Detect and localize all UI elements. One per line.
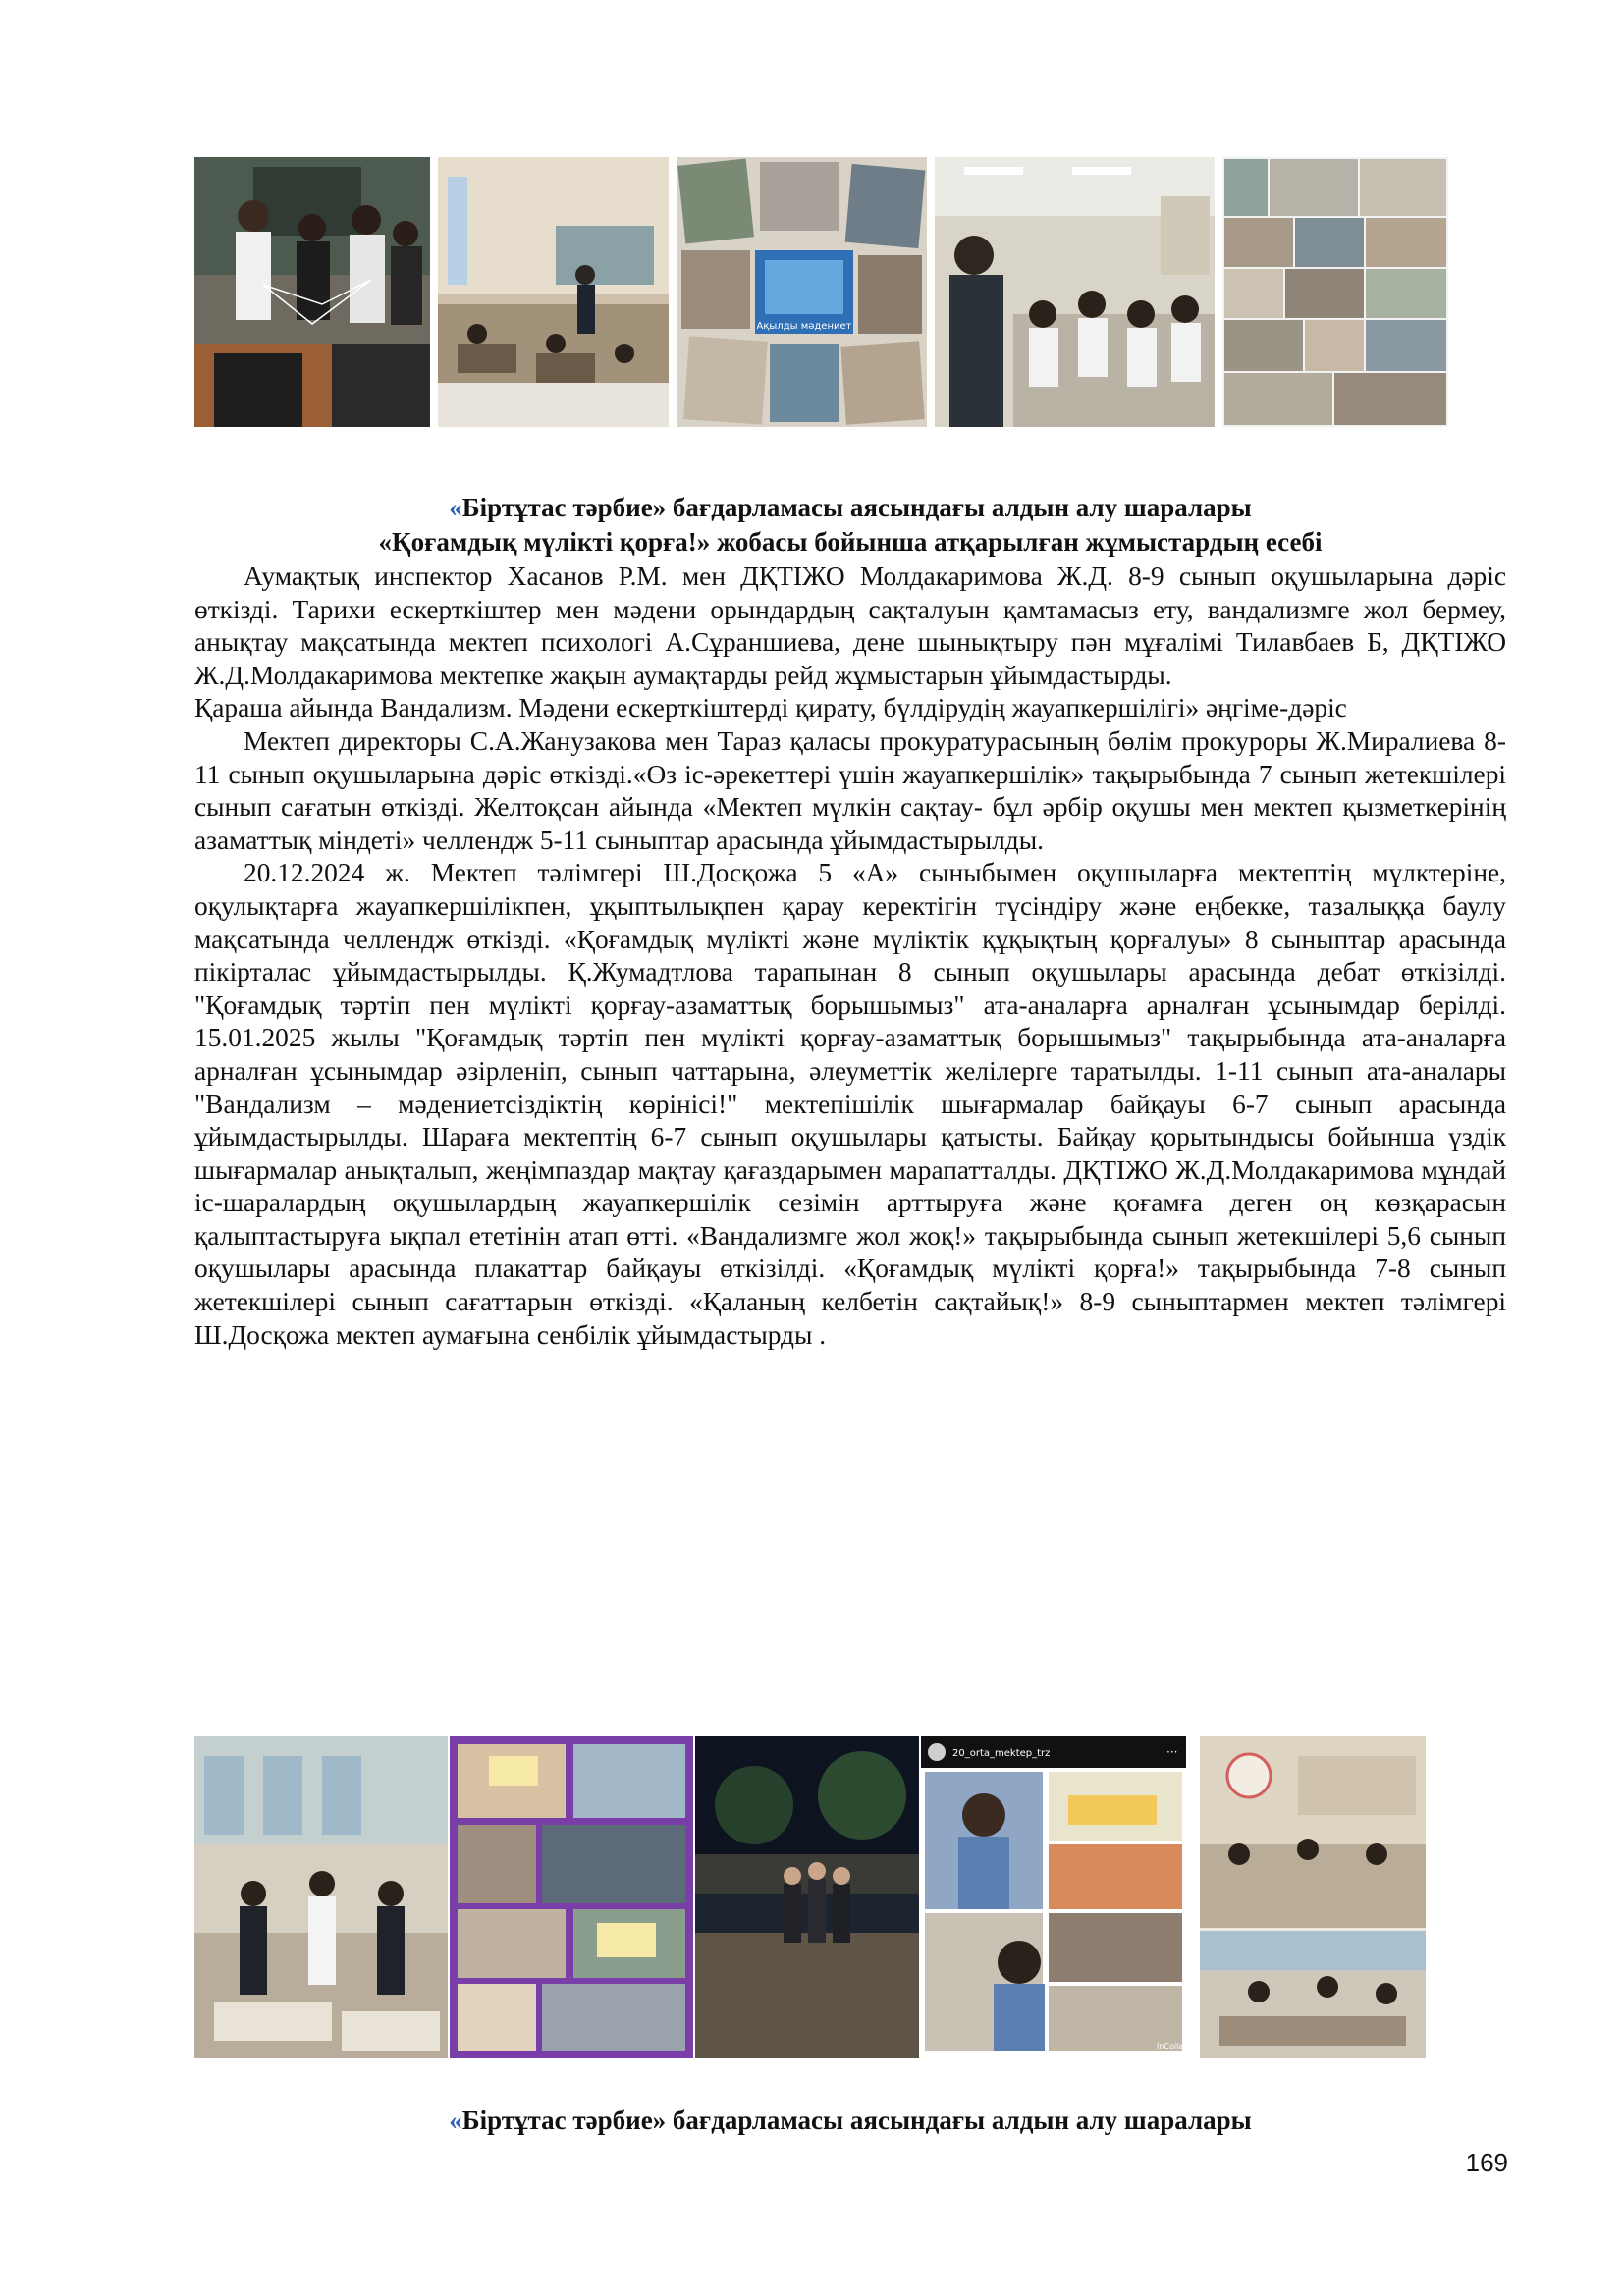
presentation-collage-photo (450, 1736, 693, 2058)
classroom-desks-collage-photo (1200, 1736, 1426, 2058)
bottom-photo-row (194, 1736, 1426, 2058)
culture-collage-photo (677, 157, 927, 427)
inspector-classroom-photo (935, 157, 1215, 427)
paragraph-1: Аумақтық инспектор Хасанов Р.М. мен ДҚТІЖО Молдакаримова Ж.Д. 8-9 сынып оқушыларына дәріс өткізді. Тарихи ескерткіштер мен мәдени орындардың сақталуын қамтамасыз ету, вандализмге жол бермеу, анықтау мақсатында мектеп психологі А.Сұраншиева, дене шынықтыру пән мұғалімі Тилавбаев Б, ДҚТІЖО Ж.Д.Молдакаримова мектепке жақын аумақтарды рейд жұмыстарын ұйымдастырды. (194, 561, 1506, 690)
paragraph-3: Мектеп директоры С.А.Жанузакова мен Тараз қаласы прокуратурасының бөлім прокуроры Ж.Миралиева 8-11 сынып оқушыларына дәріс өткізді.«Өз іс-әрекеттері үшін жауапкершілік» тақырыбында 7 сынып жетекшілері сынып сағатын өткізді. Желтоқсан айында «Мектеп мүлкін сақтау- бұл әрбір оқушы мен мектеп қызметкерінің азаматтық міндеті» челлендж 5-11 сыныптар арасында ұйымдастырылды. (194, 725, 1506, 855)
report-body (194, 561, 1506, 1352)
footer-title-text: Біртұтас тәрбие» бағдарламасы аясындағы алдын алу шаралары (461, 2106, 1252, 2135)
night-raid-photo (695, 1736, 919, 2058)
paragraph-2: Қараша айында Вандализм. Мәдени ескерткіштерді қирату, бүлдірудің жауапкершілігі» әңгіме-дәріс (194, 693, 1347, 723)
section-title (194, 491, 1506, 524)
report-title: «Қоғамдық мүлікті қорға!» жобасы бойынша атқарылған жұмыстардың есебі (378, 527, 1323, 557)
title-quote-mark: « (449, 493, 462, 522)
culture-collage-caption: Ақылды мәдениет (756, 321, 852, 332)
activities-grid-collage-photo (1222, 157, 1448, 427)
instagram-post-collage-photo (921, 1736, 1194, 2058)
paragraph-4: 20.12.2024 ж. Мектеп тәлімгері Ш.Досқожа 5 «А» сыныбымен оқушыларға мектептің мүлктеріне, оқулықтарға жауапкершілікпен, ұқыптылықпен қарау керектігін түсіндіру және еңбекке, тазалыққа баулу мақсатында челлендж өткізді. «Қоғамдық мүлікті және мүліктік құқықтың қорғалуы» 8 сыныптар арасында пікірталас ұйымдастырылды. Қ.Жумадтлова тарапынан 8 сынып оқушылары арасында дебат өткізілді. "Қоғамдық тәртіп пен мүлікті қорғау-азаматтық борышымыз" ата-аналарға арналған ұсынымдар берілді. 15.01.2025 жылы "Қоғамдық тәртіп пен мүлікті қорғау-азаматтық борышымыз" тақырыбында ата-аналарға арналған ұсынымдар әзірленіп, сынып чаттарына, әлеуметтік желілерге таратылды. 1-11 сынып ата-аналары "Вандализм – мәдениетсіздіктің көрінісі!" мектепішілік шығармалар байқауы 6-7 сынып арасында ұйымдастырылды. Шараға мектептің 6-7 сынып оқушылары қатысты. Байқау қорытындысы бойынша үздік шығармалар анықталып, жеңімпаздар мақтау қағаздарымен марапатталды. ДҚТІЖО Ж.Д.Молдакаримова мұндай іс-шаралардың оқушылардың жауапкершілік сезімін арттыруға және қоғамға деген оң көзқарасын қалыптастыруға ықпал ететінін атап өтті. «Вандализмге жол жоқ!» тақырыбында сынып жетекшілері 5,6 сынып оқушылары арасында плакаттар байқауы өткізілді. «Қоғамдық мүлікті қорға!» тақырыбында 7-8 сынып жетекшілері сынып сағаттарын өткізді. «Қаланың келбетін сақтайық!» 8-9 сыныптармен мектеп тәлімгері Ш.Досқожа мектеп аумағына сенбілік ұйымдастырды . (194, 858, 1506, 1350)
top-photo-row (194, 157, 1448, 427)
instagram-account-name: 20_orta_mektep_trz (952, 1748, 1051, 1759)
classroom-lecture-photo (438, 157, 669, 427)
svg-text:···: ··· (1166, 1745, 1178, 1759)
title-text: Біртұтас тәрбие» бағдарламасы аясындағы алдын алу шаралары (461, 493, 1252, 522)
footer-section-title (194, 2104, 1506, 2137)
page-number: 169 (1465, 2148, 1508, 2177)
footer-title-quote-mark: « (449, 2106, 462, 2135)
incollage-watermark: InCollage (1157, 2042, 1194, 2051)
classroom-students-standing-photo (194, 1736, 448, 2058)
students-string-activity-photo (194, 157, 430, 427)
